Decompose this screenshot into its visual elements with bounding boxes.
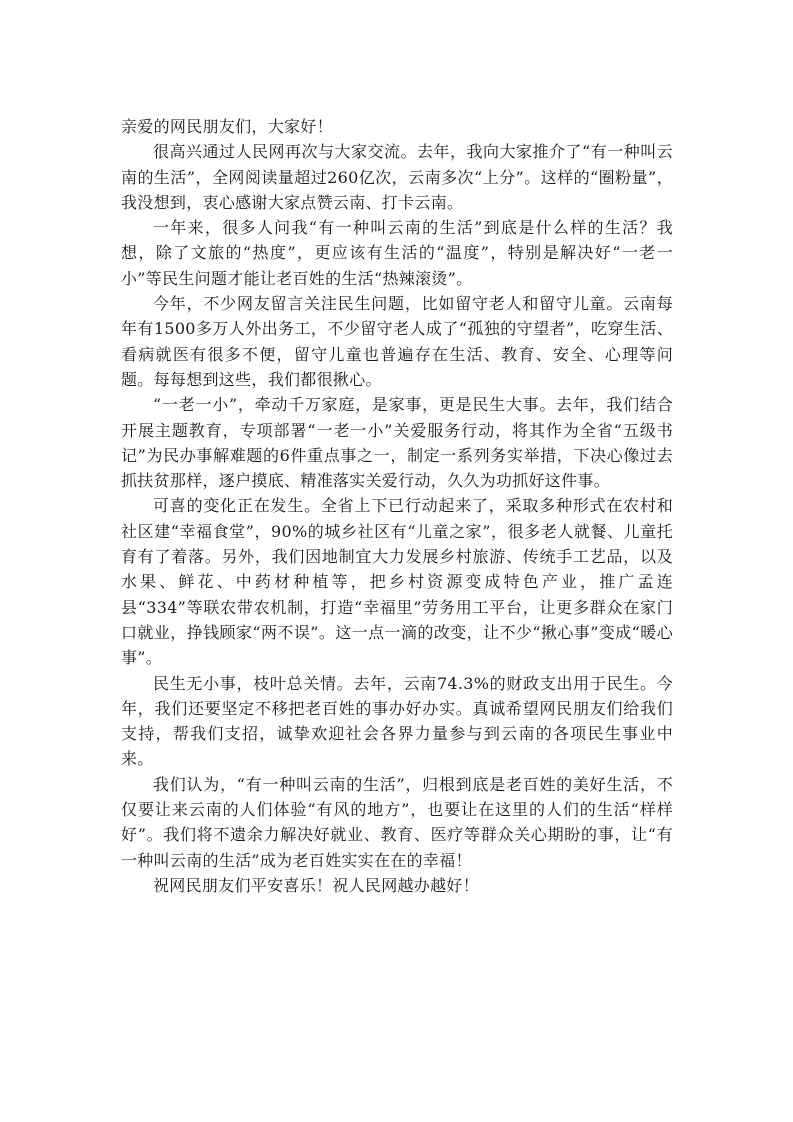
paragraph-changes: 可喜的变化正在发生。全省上下已行动起来了，采取多种形式在农村和社区建“幸福食堂”，90%的城乡社区有“儿童之家”，很多老人就餐、儿童托育有了着落。另外，我们因地制宜大力发展乡村旅游、传统手工艺品，以及水果、鲜花、中药材种植等，把乡村资源变成特色产业，推广孟连县“334”等联农带农机制，打造“幸福里”劳务用工平台，让更多群众在家门口就业，挣钱顾家“两不误”。这一点一滴的改变，让不少“揪心事”变成“暖心事”。 [121,496,673,668]
paragraph-one-old-one-young: “一老一小”，牵动千万家庭，是家事，更是民生大事。去年，我们结合开展主题教育，专项部署“一老一小”关爱服务行动，将其作为全省“五级书记”为民办事解难题的6件重点事之一，制定一系列务实举措，下决心像过去抓扶贫那样，逐户摸底、精准落实关爱行动，久久为功抓好这件事。 [121,395,673,491]
greeting-paragraph: 亲爱的网民朋友们，大家好！ [121,117,333,136]
paragraph-question: 一年来，很多人问我“有一种叫云南的生活”到底是什么样的生活？我想，除了文旅的“热度”，更应该有生活的“温度”，特别是解决好“一老一小”等民生问题才能让老百姓的生活“热辣滚烫”。 [121,218,673,288]
paragraph-closing-wishes: 祝网民朋友们平安喜乐！祝人民网越办越好！ [153,875,480,895]
letter-body [121,114,673,898]
paragraph-livelihood: 民生无小事，枝叶总关情。去年，云南74.3%的财政支出用于民生。今年，我们还要坚定不移把老百姓的事办好办实。真诚希望网民朋友们给我们支持，帮我们支招，诚挚欢迎社会各界力量参与到云南的各项民生事业中来。 [121,673,673,769]
paragraph-left-behind: 今年，不少网友留言关注民生问题，比如留守老人和留守儿童。云南每年有1500多万人外出务工，不少留守老人成了“孤独的守望者”，吃穿生活、看病就医有很多不便，留守儿童也普遍存在生活、教育、安全、心理等问题。每每想到这些，我们都很揪心。 [121,294,673,389]
paragraph-intro: 很高兴通过人民网再次与大家交流。去年，我向大家推介了“有一种叫云南的生活”，全网阅读量超过260亿次，云南多次“上分”。这样的“圈粉量”，我没想到，衷心感谢大家点赞云南、打卡云南。 [121,142,673,212]
paragraph-conclusion: 我们认为，“有一种叫云南的生活”，归根到底是老百姓的美好生活，不仅要让来云南的人们体验“有风的地方”，也要让在这里的人们的生活“样样好”。我们将不遗余力解决好就业、教育、医疗等群众关心期盼的事，让“有一种叫云南的生活”成为老百姓实实在在的幸福！ [121,774,673,870]
